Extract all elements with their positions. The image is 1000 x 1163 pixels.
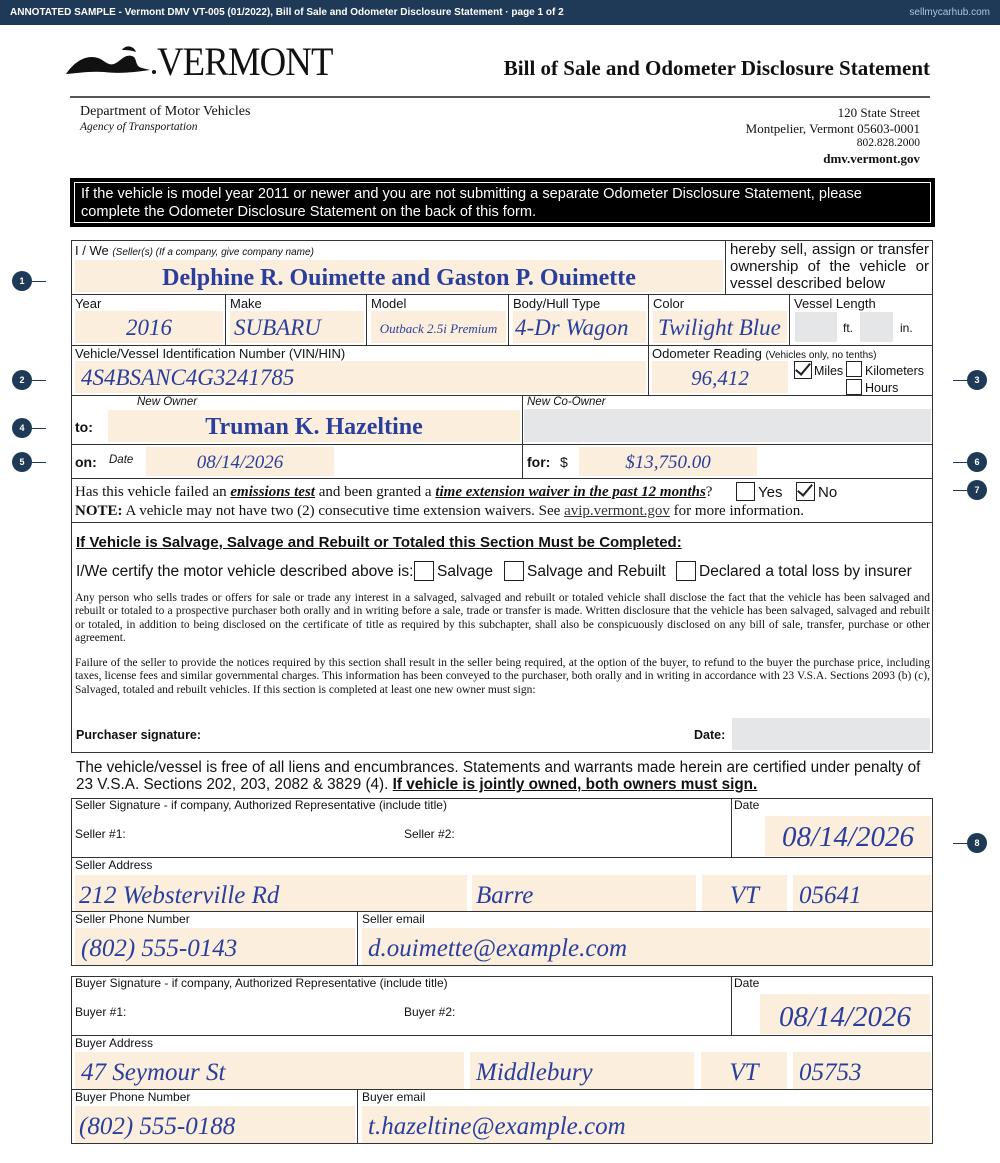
waiver-term: time extension waiver in the past 12 months bbox=[435, 484, 706, 500]
body-value: 4-Dr Wagon bbox=[515, 315, 629, 340]
callout-5-line bbox=[32, 462, 46, 463]
buyer-date-cell bbox=[732, 976, 933, 1036]
buyer1-label: Buyer #1: bbox=[75, 1005, 127, 1019]
vessel-length-label: Vessel Length bbox=[794, 296, 876, 311]
header-divider bbox=[70, 96, 930, 98]
callout-2-marker: 2 bbox=[12, 370, 32, 390]
seller-phone-value: (802) 555-0143 bbox=[81, 935, 238, 962]
buyer-state-value: VT bbox=[729, 1059, 759, 1086]
seller2-label: Seller #2: bbox=[404, 827, 455, 841]
odometer-notice bbox=[70, 178, 935, 227]
seller-signature-label: Seller Signature - if company, Authorized Representative (include title) bbox=[75, 798, 447, 812]
form-title: Bill of Sale and Odometer Disclosure Statement bbox=[503, 56, 930, 80]
color-field[interactable] bbox=[653, 311, 787, 343]
buyer-phone-cell bbox=[71, 1090, 358, 1144]
date-price-row bbox=[71, 445, 933, 479]
seller-state-value: VT bbox=[729, 882, 760, 909]
buyer-phone-field[interactable] bbox=[75, 1106, 355, 1143]
model-cell bbox=[367, 295, 509, 345]
seller-street-value: 212 Websterville Rd bbox=[79, 882, 280, 909]
purchaser-signature-label: Purchaser signature: bbox=[76, 728, 202, 742]
sellers-field[interactable] bbox=[75, 260, 723, 292]
co-owner-field[interactable] bbox=[524, 409, 931, 442]
buyer-signature-cell bbox=[71, 976, 732, 1036]
body-cell bbox=[509, 295, 649, 345]
seller-city-value: Barre bbox=[476, 882, 534, 909]
salvage-certify-text: I/We certify the motor vehicle described above is: bbox=[76, 563, 414, 580]
yes-label: Yes bbox=[758, 484, 783, 501]
salvage-paragraph-1: Any person who sells trades or offers for sale or trade any interest in a salvaged, salvaged and rebuilt or totaled vehicle shall disclose the fact that the vehicle has been salvaged and rebuilt or totaled to a prospective purchaser both orally and in writing before a sale, trade or transfer is made. Written disclosure that the vehicle has been salvaged, salvaged and rebuilt or totaled, in addition to being disclosed on the certificate of title as required by this subchapter, shall also be conspicuously disclosed on any bill of sale, transfer, purchase or other agreement. bbox=[75, 592, 930, 645]
model-field[interactable] bbox=[371, 311, 506, 343]
date-cell bbox=[71, 445, 523, 478]
agency-name: Agency of Transportation bbox=[80, 121, 198, 133]
iwe-label: I / We (Seller(s) (If a company, give company name) bbox=[75, 243, 314, 258]
co-owner-label: New Co-Owner bbox=[527, 396, 606, 408]
callout-5-marker: 5 bbox=[12, 452, 32, 472]
odometer-label: Odometer Reading (Vehicles only, no tenths) bbox=[652, 346, 877, 361]
seller-date-value: 08/14/2026 bbox=[781, 821, 915, 853]
new-owner-row bbox=[71, 396, 933, 445]
kilometers-label: Kilometers bbox=[865, 364, 925, 378]
hours-label: Hours bbox=[865, 381, 899, 395]
odometer-field[interactable] bbox=[652, 361, 788, 393]
buyer-street-field[interactable] bbox=[75, 1052, 464, 1089]
make-value: SUBARU bbox=[234, 315, 321, 340]
banner-site-link[interactable]: sellmycarhub.com bbox=[909, 7, 990, 18]
seller-date-label: Date bbox=[734, 798, 760, 812]
miles-label: Miles bbox=[814, 364, 844, 378]
buyer-zip-field[interactable] bbox=[793, 1052, 931, 1089]
department-name: Department of Motor Vehicles bbox=[80, 104, 251, 119]
salvage-paragraph-2: Failure of the seller to provide the notices required by this section shall result in the seller being required, at the option of the buyer, to refund to the buyer the purchase price, including taxes, license fees and similar governmental charges. This information has been conveyed to the purchaser, both orally and in writing in accordance with 23 V.S.A. Sections 2093 (b) (c), Salvaged, totaled and rebuilt vehicles. If this section is completed at least one new owner must sign: bbox=[75, 657, 930, 696]
buyer-city-field[interactable] bbox=[470, 1052, 694, 1089]
new-owner-label: New Owner bbox=[137, 396, 198, 408]
salvage-rebuilt-checkbox[interactable] bbox=[504, 561, 524, 581]
callout-7-line bbox=[953, 490, 967, 491]
seller-state-field[interactable] bbox=[702, 875, 787, 911]
make-cell bbox=[226, 295, 367, 345]
color-cell bbox=[649, 295, 790, 345]
buyer-address-label: Buyer Address bbox=[75, 1036, 154, 1050]
seller-phone-cell bbox=[71, 912, 358, 966]
color-value: Twilight Blue bbox=[658, 315, 781, 340]
seller-address-row bbox=[71, 858, 933, 912]
salvage-label: Salvage bbox=[437, 563, 494, 580]
buyer-email-field[interactable] bbox=[362, 1106, 930, 1143]
new-owner-field[interactable] bbox=[108, 410, 520, 442]
make-label: Make bbox=[230, 296, 262, 311]
sellers-sublabel: (Seller(s) (If a company, give company name) bbox=[112, 247, 314, 258]
buyer-email-label: Buyer email bbox=[362, 1090, 426, 1104]
callout-8-marker: 8 bbox=[967, 833, 987, 853]
vin-row bbox=[71, 346, 933, 396]
seller-zip-field[interactable] bbox=[793, 875, 931, 911]
joint-owner-note: If vehicle is jointly owned, both owners must sign. bbox=[392, 776, 758, 793]
salvage-rebuilt-label: Salvage and Rebuilt bbox=[527, 563, 666, 580]
buyer-signature-label: Buyer Signature - if company, Authorized Representative (include title) bbox=[75, 976, 448, 990]
callout-6-marker: 6 bbox=[967, 452, 987, 472]
seller-signature-cell bbox=[71, 798, 732, 858]
vin-field[interactable] bbox=[75, 361, 646, 393]
sellers-cell bbox=[71, 240, 726, 295]
buyer-phone-value: (802) 555-0188 bbox=[79, 1113, 236, 1140]
year-cell bbox=[71, 295, 226, 345]
seller-date-field[interactable] bbox=[765, 816, 931, 856]
vin-cell bbox=[71, 346, 649, 395]
callout-7-marker: 7 bbox=[967, 480, 987, 500]
callout-1-line bbox=[32, 281, 46, 282]
seller-city-field[interactable] bbox=[472, 875, 696, 911]
sale-date-field[interactable] bbox=[146, 447, 334, 476]
top-banner bbox=[0, 0, 1000, 25]
odometer-note: (Vehicles only, no tenths) bbox=[765, 350, 877, 361]
odometer-notice-text: If the vehicle is model year 2011 or newer and you are not submitting a separate Odometer Disclosure Statement, please complete the Odometer Disclosure Statement on the back of this form. bbox=[74, 182, 931, 223]
callout-3-marker: 3 bbox=[967, 370, 987, 390]
emissions-yes-checkbox[interactable] bbox=[736, 482, 755, 501]
emissions-no-checkbox[interactable] bbox=[796, 482, 815, 501]
seller-address-label: Seller Address bbox=[75, 858, 153, 872]
make-field[interactable] bbox=[230, 311, 364, 343]
callout-4-marker: 4 bbox=[12, 418, 32, 438]
buyer-email-cell bbox=[358, 1090, 933, 1144]
on-label: on: bbox=[75, 454, 97, 470]
sale-date-value: 08/14/2026 bbox=[196, 452, 284, 473]
to-label: to: bbox=[75, 419, 93, 435]
buyer-phone-label: Buyer Phone Number bbox=[75, 1090, 191, 1104]
co-owner-cell bbox=[523, 396, 933, 444]
price-value: $13,750.00 bbox=[625, 452, 711, 473]
in-label: in. bbox=[900, 321, 913, 335]
vessel-ft-field[interactable] bbox=[795, 312, 837, 342]
emissions-question: Has this vehicle failed an emissions test and been granted a time extension waiver in the past 12 months? bbox=[75, 484, 713, 500]
vermont-logo-icon bbox=[64, 40, 160, 80]
salvage-heading: If Vehicle is Salvage, Salvage and Rebuilt or Totaled this Section Must be Completed: bbox=[76, 534, 682, 551]
hereby-text: hereby sell, assign or transfer ownership of the vehicle or vessel described below bbox=[726, 240, 933, 295]
avip-link[interactable]: avip.vermont.gov bbox=[564, 503, 670, 519]
phone-number: 802.828.2000 bbox=[856, 137, 920, 149]
price-field[interactable] bbox=[579, 447, 757, 476]
buyer-zip-value: 05753 bbox=[799, 1059, 862, 1086]
address-line2: Montpelier, Vermont 05603-0001 bbox=[745, 121, 920, 136]
sale-date-label: Date bbox=[109, 454, 134, 466]
purchaser-date-label: Date: bbox=[694, 728, 726, 742]
seller-email-cell bbox=[358, 912, 933, 966]
salvage-checkbox[interactable] bbox=[414, 561, 434, 581]
kilometers-checkbox[interactable] bbox=[846, 361, 862, 377]
total-loss-checkbox[interactable] bbox=[676, 561, 696, 581]
vessel-in-field[interactable] bbox=[860, 312, 893, 342]
buyer2-label: Buyer #2: bbox=[404, 1005, 456, 1019]
seller-zip-value: 05641 bbox=[799, 882, 862, 909]
body-label: Body/Hull Type bbox=[513, 296, 601, 311]
year-field[interactable] bbox=[75, 311, 223, 343]
dollar-sign: $ bbox=[560, 454, 568, 470]
body-field[interactable] bbox=[513, 311, 646, 343]
buyer-date-label: Date bbox=[734, 976, 760, 990]
emissions-row bbox=[71, 479, 933, 523]
buyer-address-row bbox=[71, 1036, 933, 1090]
buyer-date-value: 08/14/2026 bbox=[778, 1001, 912, 1033]
callout-1-marker: 1 bbox=[12, 271, 32, 291]
miles-checkbox[interactable] bbox=[794, 361, 812, 379]
seller-email-value: d.ouimette@example.com bbox=[368, 935, 628, 962]
callout-8-line bbox=[953, 843, 967, 844]
buyer-state-field[interactable] bbox=[701, 1052, 787, 1089]
callout-2-line bbox=[32, 380, 46, 381]
purchaser-date-field[interactable] bbox=[732, 718, 930, 750]
year-value: 2016 bbox=[126, 315, 172, 340]
callout-3-line bbox=[953, 380, 967, 381]
emissions-test-term: emissions test bbox=[230, 484, 315, 500]
vermont-logo-text: VERMONT bbox=[157, 39, 333, 84]
seller1-label: Seller #1: bbox=[75, 827, 126, 841]
buyer-street-value: 47 Seymour St bbox=[81, 1059, 226, 1086]
new-owner-cell bbox=[71, 396, 523, 444]
seller-phone-label: Seller Phone Number bbox=[75, 912, 190, 926]
website[interactable]: dmv.vermont.gov bbox=[823, 151, 920, 166]
vehicle-row bbox=[71, 295, 933, 346]
callout-4-line bbox=[32, 428, 46, 429]
vin-label: Vehicle/Vessel Identification Number (VIN/HIN) bbox=[75, 346, 346, 361]
address-line1: 120 State Street bbox=[837, 105, 920, 120]
odometer-cell bbox=[649, 346, 933, 395]
seller-date-cell bbox=[732, 798, 933, 858]
buyer-date-field[interactable] bbox=[760, 994, 930, 1034]
waiver-note: NOTE: A vehicle may not have two (2) consecutive time extension waivers. See avip.vermont.gov for more information. bbox=[75, 503, 805, 519]
certification-text: The vehicle/vessel is free of all liens and encumbrances. Statements and warrants made herein are certified under penalty of 23 V.S.A. Sections 202, 203, 2082 & 3829 (4). If vehicle is jointly owned, both owners must sign. bbox=[76, 759, 921, 793]
total-loss-label: Declared a total loss by insurer bbox=[699, 563, 912, 580]
callout-6-line bbox=[953, 462, 967, 463]
no-label: No bbox=[818, 484, 838, 501]
banner-title: ANNOTATED SAMPLE - Vermont DMV VT-005 (01/2022), Bill of Sale and Odometer Disclosure Statement · page 1 of 2 bbox=[10, 7, 564, 18]
vin-value: 4S4BSANC4G3241785 bbox=[81, 365, 295, 390]
odometer-value: 96,412 bbox=[691, 366, 749, 390]
seller-email-field[interactable] bbox=[362, 928, 930, 965]
ft-label: ft. bbox=[843, 321, 854, 335]
hours-checkbox[interactable] bbox=[846, 379, 862, 395]
seller-street-field[interactable] bbox=[75, 875, 467, 911]
buyer-email-value: t.hazeltine@example.com bbox=[368, 1113, 626, 1140]
color-label: Color bbox=[653, 296, 685, 311]
vessel-cell bbox=[790, 295, 933, 345]
seller-email-label: Seller email bbox=[362, 912, 425, 926]
for-label: for: bbox=[527, 454, 551, 470]
buyer-city-value: Middlebury bbox=[476, 1059, 593, 1086]
sellers-value: Delphine R. Ouimette and Gaston P. Ouimette bbox=[162, 265, 636, 291]
seller-phone-field[interactable] bbox=[75, 928, 355, 965]
model-label: Model bbox=[371, 296, 407, 311]
model-value: Outback 2.5i Premium bbox=[379, 321, 498, 336]
new-owner-value: Truman K. Hazeltine bbox=[205, 414, 423, 440]
year-label: Year bbox=[75, 296, 102, 311]
